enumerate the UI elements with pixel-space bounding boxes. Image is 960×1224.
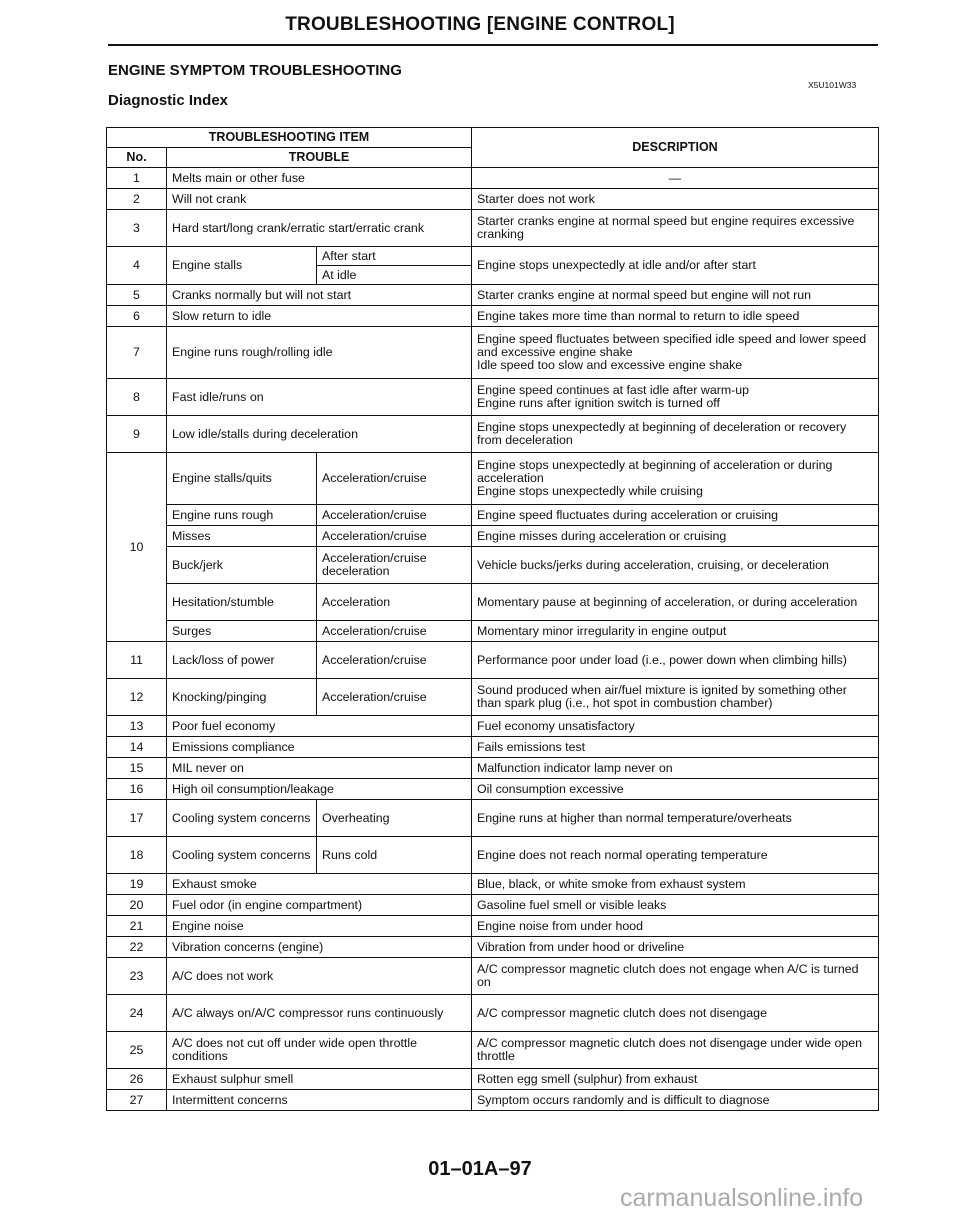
row-no: 27 [107, 1090, 167, 1111]
row-description: A/C compressor magnetic clutch does not disengage under wide open throttle [472, 1032, 879, 1069]
row-no: 20 [107, 895, 167, 916]
row-trouble: Vibration concerns (engine) [167, 937, 472, 958]
table-row [107, 547, 879, 584]
table-row [107, 1090, 879, 1111]
row-trouble: MIL never on [167, 758, 472, 779]
table-row [107, 189, 879, 210]
row-no: 8 [107, 379, 167, 416]
row-no: 3 [107, 210, 167, 247]
diagnostic-index-table [106, 127, 879, 1111]
table-row [107, 737, 879, 758]
row-condition: Runs cold [317, 837, 472, 874]
table-row [107, 874, 879, 895]
row-description: Symptom occurs randomly and is difficult to diagnose [472, 1090, 879, 1111]
row-no: 11 [107, 642, 167, 679]
row-trouble: Exhaust smoke [167, 874, 472, 895]
row-no: 4 [107, 247, 167, 285]
row-description: Fails emissions test [472, 737, 879, 758]
table-row [107, 895, 879, 916]
row-condition: After start [317, 247, 472, 266]
row-trouble: Hard start/long crank/erratic start/erratic crank [167, 210, 472, 247]
description-line: Engine speed fluctuates between specified idle speed and lower speed and excessive engine shake [477, 332, 867, 360]
row-trouble: Melts main or other fuse [167, 168, 472, 189]
row-no: 17 [107, 800, 167, 837]
table-row [107, 679, 879, 716]
row-description: Engine runs at higher than normal temperature/overheats [472, 800, 879, 837]
table-row [107, 958, 879, 995]
row-description: Engine stops unexpectedly at idle and/or after start [472, 247, 879, 285]
row-condition: Acceleration/cruise deceleration [317, 547, 472, 584]
row-description: Blue, black, or white smoke from exhaust system [472, 874, 879, 895]
row-no: 9 [107, 416, 167, 453]
row-trouble: Fast idle/runs on [167, 379, 472, 416]
row-description: Starter does not work [472, 189, 879, 210]
row-condition: Acceleration/cruise [317, 505, 472, 526]
row-no: 25 [107, 1032, 167, 1069]
row-no: 21 [107, 916, 167, 937]
section-title: ENGINE SYMPTOM TROUBLESHOOTING [108, 62, 402, 79]
table-row [107, 1032, 879, 1069]
row-trouble: Will not crank [167, 189, 472, 210]
row-trouble: Exhaust sulphur smell [167, 1069, 472, 1090]
row-trouble: Hesitation/stumble [167, 584, 317, 621]
table-row [107, 621, 879, 642]
row-no: 7 [107, 327, 167, 379]
table-row [107, 306, 879, 327]
row-description: Engine stops unexpectedly at beginning of deceleration or recovery from deceleration [472, 416, 879, 453]
row-description: — [472, 168, 879, 189]
row-condition: Overheating [317, 800, 472, 837]
table-row [107, 416, 879, 453]
row-description: Rotten egg smell (sulphur) from exhaust [472, 1069, 879, 1090]
row-condition: Acceleration/cruise [317, 526, 472, 547]
row-no: 22 [107, 937, 167, 958]
row-trouble: Emissions compliance [167, 737, 472, 758]
row-trouble: Surges [167, 621, 317, 642]
row-description [472, 453, 879, 505]
table-row [107, 210, 879, 247]
row-no: 10 [107, 453, 167, 642]
row-trouble: Low idle/stalls during deceleration [167, 416, 472, 453]
table-row [107, 995, 879, 1032]
section-code: X5U101W33 [808, 80, 857, 90]
row-no: 16 [107, 779, 167, 800]
row-description: Momentary pause at beginning of acceleration, or during acceleration [472, 584, 879, 621]
row-condition: Acceleration/cruise [317, 679, 472, 716]
row-trouble: Cranks normally but will not start [167, 285, 472, 306]
table-row [107, 505, 879, 526]
page-number: 01–01A–97 [428, 1158, 532, 1180]
row-trouble: Poor fuel economy [167, 716, 472, 737]
header-rule [108, 44, 878, 46]
row-trouble: A/C does not work [167, 958, 472, 995]
row-no: 24 [107, 995, 167, 1032]
row-description: Vibration from under hood or driveline [472, 937, 879, 958]
row-no: 13 [107, 716, 167, 737]
table-row [107, 779, 879, 800]
row-no: 2 [107, 189, 167, 210]
row-trouble: Lack/loss of power [167, 642, 317, 679]
row-description: Sound produced when air/fuel mixture is ignited by something other than spark plug (i.e., hot spot in combustion chamber) [472, 679, 879, 716]
row-no: 23 [107, 958, 167, 995]
row-description: Engine misses during acceleration or cruising [472, 526, 879, 547]
row-description [472, 327, 879, 379]
col-group-header: TROUBLESHOOTING ITEM [107, 128, 472, 148]
row-trouble: Intermittent concerns [167, 1090, 472, 1111]
row-trouble: Fuel odor (in engine compartment) [167, 895, 472, 916]
row-description [472, 379, 879, 416]
col-trouble-header: TROUBLE [167, 148, 472, 168]
row-description: Performance poor under load (i.e., power down when climbing hills) [472, 642, 879, 679]
row-trouble: Cooling system concerns [167, 800, 317, 837]
row-trouble: Engine noise [167, 916, 472, 937]
row-description: Gasoline fuel smell or visible leaks [472, 895, 879, 916]
table-row [107, 584, 879, 621]
table-row [107, 285, 879, 306]
row-trouble: Buck/jerk [167, 547, 317, 584]
row-no: 26 [107, 1069, 167, 1090]
row-trouble: Engine stalls/quits [167, 453, 317, 505]
row-trouble: Engine runs rough [167, 505, 317, 526]
row-condition: Acceleration/cruise [317, 621, 472, 642]
table-row [107, 247, 879, 266]
table-row [107, 800, 879, 837]
description-line: Engine runs after ignition switch is turned off [477, 396, 720, 411]
description-line: Engine stops unexpectedly while cruising [477, 484, 703, 499]
row-condition: Acceleration/cruise [317, 642, 472, 679]
table-row [107, 758, 879, 779]
row-trouble: A/C does not cut off under wide open throttle conditions [167, 1032, 472, 1069]
row-no: 6 [107, 306, 167, 327]
watermark: carmanualsonline.info [620, 1184, 864, 1212]
row-no: 19 [107, 874, 167, 895]
description-line: Idle speed too slow and excessive engine shake [477, 358, 743, 373]
row-trouble: Slow return to idle [167, 306, 472, 327]
table-row [107, 453, 879, 505]
row-no: 18 [107, 837, 167, 874]
row-no: 12 [107, 679, 167, 716]
col-description-header: DESCRIPTION [472, 128, 879, 168]
row-trouble: Engine runs rough/rolling idle [167, 327, 472, 379]
table-row [107, 642, 879, 679]
row-description: Engine does not reach normal operating temperature [472, 837, 879, 874]
row-trouble: A/C always on/A/C compressor runs continuously [167, 995, 472, 1032]
row-description: Engine takes more time than normal to return to idle speed [472, 306, 879, 327]
table-row [107, 1069, 879, 1090]
row-no: 15 [107, 758, 167, 779]
row-no: 14 [107, 737, 167, 758]
row-description: A/C compressor magnetic clutch does not engage when A/C is turned on [472, 958, 879, 995]
row-description: Vehicle bucks/jerks during acceleration, cruising, or deceleration [472, 547, 879, 584]
row-description: Momentary minor irregularity in engine output [472, 621, 879, 642]
table-row [107, 716, 879, 737]
row-description: A/C compressor magnetic clutch does not disengage [472, 995, 879, 1032]
row-trouble: Knocking/pinging [167, 679, 317, 716]
table-row [107, 837, 879, 874]
table-row [107, 526, 879, 547]
row-trouble: Misses [167, 526, 317, 547]
row-description: Malfunction indicator lamp never on [472, 758, 879, 779]
description-line: Engine stops unexpectedly at beginning of acceleration or during acceleration [477, 458, 833, 486]
row-trouble: Cooling system concerns [167, 837, 317, 874]
table-row [107, 379, 879, 416]
table-row [107, 937, 879, 958]
section-subtitle: Diagnostic Index [108, 92, 229, 109]
row-trouble: Engine stalls [167, 247, 317, 285]
row-description: Engine speed fluctuates during acceleration or cruising [472, 505, 879, 526]
row-condition: Acceleration [317, 584, 472, 621]
row-description: Starter cranks engine at normal speed but engine will not run [472, 285, 879, 306]
table-row [107, 327, 879, 379]
row-condition: Acceleration/cruise [317, 453, 472, 505]
row-description: Engine noise from under hood [472, 916, 879, 937]
row-description: Fuel economy unsatisfactory [472, 716, 879, 737]
row-condition: At idle [317, 266, 472, 285]
page-header-title: TROUBLESHOOTING [ENGINE CONTROL] [285, 14, 675, 35]
row-no: 5 [107, 285, 167, 306]
description-line: Engine speed continues at fast idle after warm-up [477, 383, 750, 398]
row-trouble: High oil consumption/leakage [167, 779, 472, 800]
table-row [107, 168, 879, 189]
table-row [107, 916, 879, 937]
row-description: Starter cranks engine at normal speed but engine requires excessive cranking [472, 210, 879, 247]
row-description: Oil consumption excessive [472, 779, 879, 800]
col-no-header: No. [107, 148, 167, 168]
table-header-row [107, 128, 879, 148]
row-no: 1 [107, 168, 167, 189]
